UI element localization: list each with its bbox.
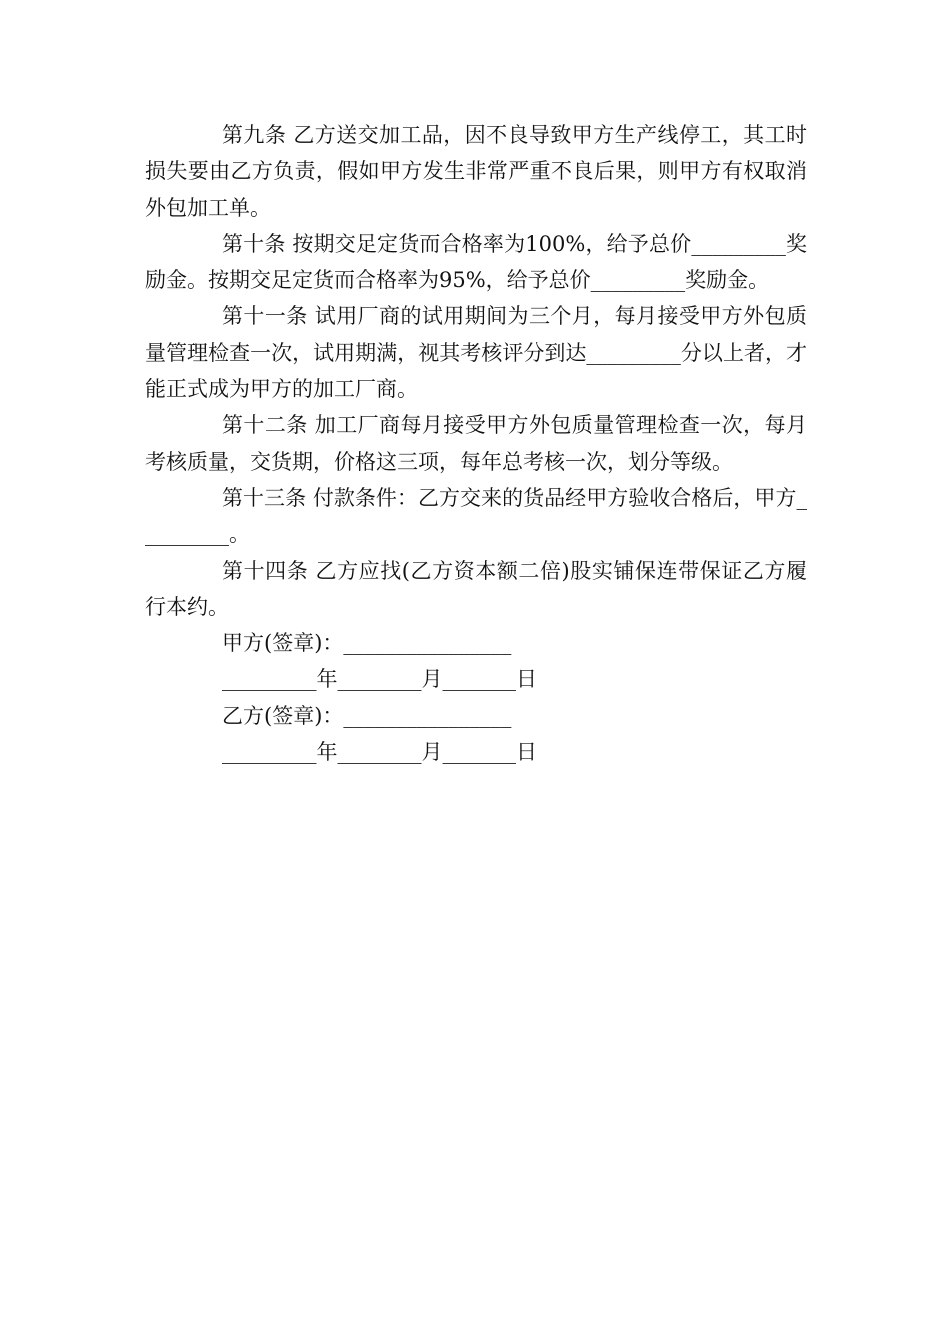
party-a-signature: 甲方(签章)：________________ [222, 631, 512, 656]
party-b-signature: 乙方(签章)：________________ [222, 703, 512, 728]
contract-body [145, 117, 807, 770]
article-11: 第十一条 试用厂商的试用期间为三个月，每月接受甲方外包质量管理检查一次，试用期满，视其考核评分到达_________分以上者，才能正式成为甲方的加工厂商。 [145, 304, 807, 402]
article-13: 第十三条 付款条件：乙方交来的货品经甲方验收合格后，甲方_________。 [145, 485, 807, 547]
article-14: 第十四条 乙方应找(乙方资本额二倍)股实铺保连带保证乙方履行本约。 [145, 558, 807, 619]
article-10: 第十条 按期交足定货而合格率为100%，给予总价_________奖励金。按期交足定货而合格率为95%，给予总价_________奖励金。 [145, 231, 807, 293]
party-b-date: _________年________月_______日 [222, 740, 537, 765]
party-a-date: _________年________月_______日 [222, 667, 537, 692]
article-9: 第九条 乙方送交加工品，因不良导致甲方生产线停工，其工时损失要由乙方负责，假如甲方发生非常严重不良后果，则甲方有权取消外包加工单。 [145, 123, 807, 220]
article-12: 第十二条 加工厂商每月接受甲方外包质量管理检查一次，每月考核质量，交货期，价格这三项，每年总考核一次，划分等级。 [145, 413, 807, 474]
